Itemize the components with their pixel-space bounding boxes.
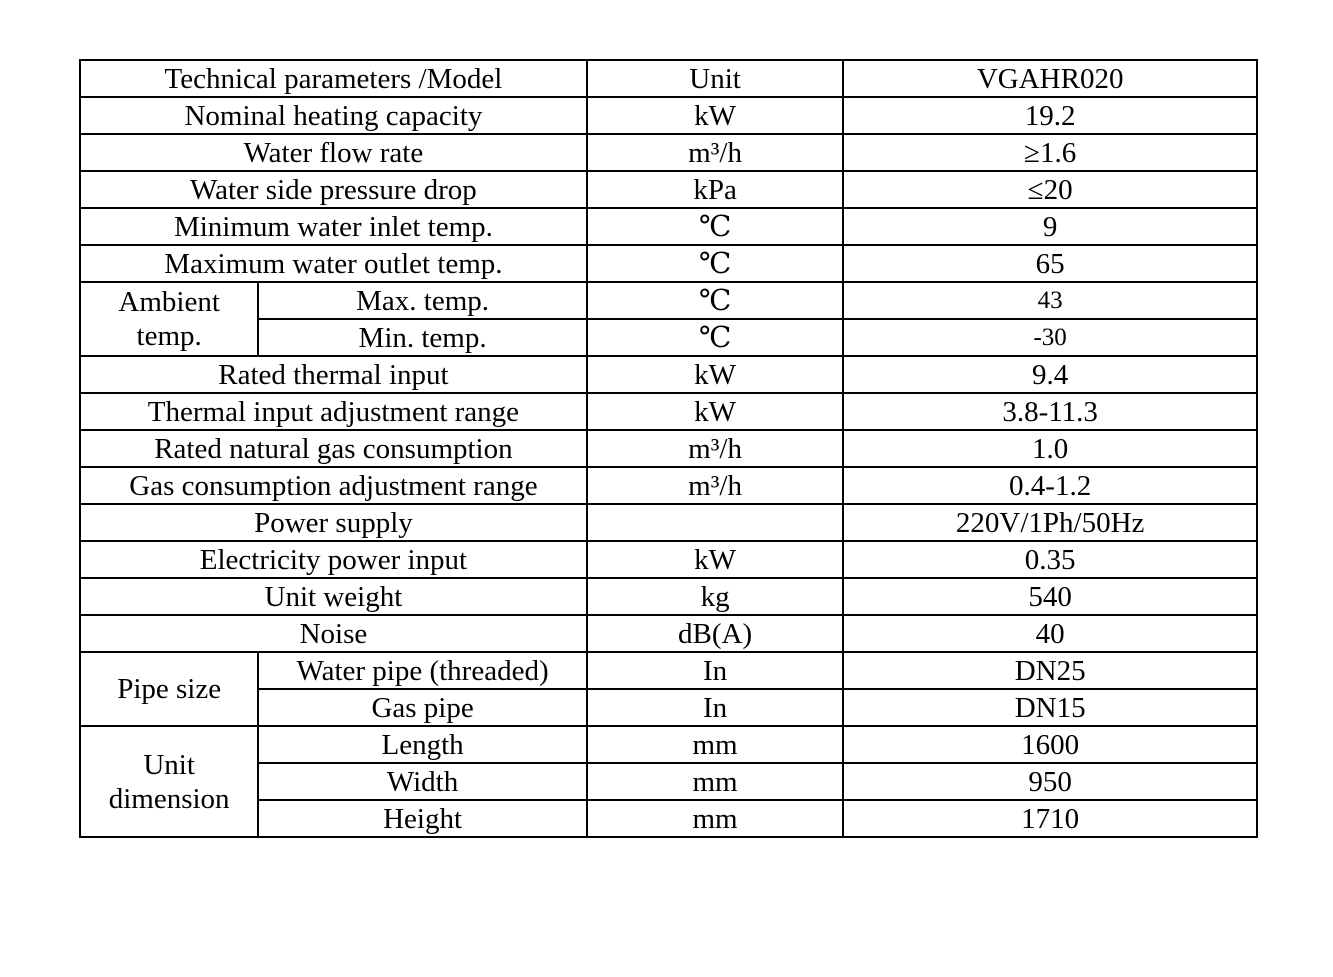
row-unit: mm xyxy=(587,800,843,837)
row-unit: ℃ xyxy=(587,245,843,282)
row-value: -30 xyxy=(843,319,1257,356)
row-value: 19.2 xyxy=(843,97,1257,134)
row-unit: mm xyxy=(587,726,843,763)
table-row xyxy=(80,208,1257,245)
row-sublabel: Length xyxy=(258,726,587,763)
row-value: 65 xyxy=(843,245,1257,282)
row-value: 9 xyxy=(843,208,1257,245)
row-value: DN25 xyxy=(843,652,1257,689)
row-value: 540 xyxy=(843,578,1257,615)
table-row xyxy=(80,393,1257,430)
header-parameter: Technical parameters /Model xyxy=(80,60,587,97)
row-value: 40 xyxy=(843,615,1257,652)
table-row xyxy=(80,578,1257,615)
row-label: Power supply xyxy=(80,504,587,541)
row-label: Electricity power input xyxy=(80,541,587,578)
row-value: 43 xyxy=(843,282,1257,319)
row-sublabel: Gas pipe xyxy=(258,689,587,726)
row-unit: dB(A) xyxy=(587,615,843,652)
row-label: Gas consumption adjustment range xyxy=(80,467,587,504)
row-unit: kg xyxy=(587,578,843,615)
table-row xyxy=(80,541,1257,578)
table-row xyxy=(80,97,1257,134)
row-value: 9.4 xyxy=(843,356,1257,393)
table-row xyxy=(80,615,1257,652)
row-value: 1.0 xyxy=(843,430,1257,467)
group-label-ambient-temp: Ambient temp. xyxy=(80,282,258,356)
row-value: 1600 xyxy=(843,726,1257,763)
row-unit: kW xyxy=(587,97,843,134)
row-label: Maximum water outlet temp. xyxy=(80,245,587,282)
row-label: Rated natural gas consumption xyxy=(80,430,587,467)
row-unit: kW xyxy=(587,541,843,578)
table-row xyxy=(80,245,1257,282)
row-unit: kPa xyxy=(587,171,843,208)
row-unit: mm xyxy=(587,763,843,800)
row-label: Noise xyxy=(80,615,587,652)
row-label: Unit weight xyxy=(80,578,587,615)
row-value: ≥1.6 xyxy=(843,134,1257,171)
row-label: Water flow rate xyxy=(80,134,587,171)
table-row xyxy=(80,134,1257,171)
row-label: Nominal heating capacity xyxy=(80,97,587,134)
row-unit: m³/h xyxy=(587,467,843,504)
row-sublabel: Water pipe (threaded) xyxy=(258,652,587,689)
table-row xyxy=(80,282,1257,319)
row-unit: In xyxy=(587,652,843,689)
row-unit: ℃ xyxy=(587,282,843,319)
row-value: 0.35 xyxy=(843,541,1257,578)
row-unit: m³/h xyxy=(587,134,843,171)
row-value: 0.4-1.2 xyxy=(843,467,1257,504)
row-unit: m³/h xyxy=(587,430,843,467)
row-sublabel: Max. temp. xyxy=(258,282,587,319)
row-label: Minimum water inlet temp. xyxy=(80,208,587,245)
table-row xyxy=(80,652,1257,689)
technical-parameters-table xyxy=(79,59,1258,838)
group-label-pipe-size: Pipe size xyxy=(80,652,258,726)
header-row xyxy=(80,60,1257,97)
row-sublabel: Width xyxy=(258,763,587,800)
row-label: Thermal input adjustment range xyxy=(80,393,587,430)
row-value: 950 xyxy=(843,763,1257,800)
row-sublabel: Min. temp. xyxy=(258,319,587,356)
row-value: ≤20 xyxy=(843,171,1257,208)
row-unit: ℃ xyxy=(587,208,843,245)
table-row xyxy=(80,726,1257,763)
table-row xyxy=(80,171,1257,208)
row-value: 220V/1Ph/50Hz xyxy=(843,504,1257,541)
row-sublabel: Height xyxy=(258,800,587,837)
table-row xyxy=(80,504,1257,541)
row-unit xyxy=(587,504,843,541)
row-value: 3.8-11.3 xyxy=(843,393,1257,430)
row-unit: ℃ xyxy=(587,319,843,356)
header-unit: Unit xyxy=(587,60,843,97)
table-row xyxy=(80,356,1257,393)
group-label-unit-dimension: Unit dimension xyxy=(80,726,258,837)
table-row xyxy=(80,467,1257,504)
row-label: Rated thermal input xyxy=(80,356,587,393)
row-value: DN15 xyxy=(843,689,1257,726)
row-unit: In xyxy=(587,689,843,726)
row-value: 1710 xyxy=(843,800,1257,837)
row-unit: kW xyxy=(587,393,843,430)
row-label: Water side pressure drop xyxy=(80,171,587,208)
row-unit: kW xyxy=(587,356,843,393)
header-model: VGAHR020 xyxy=(843,60,1257,97)
table-row xyxy=(80,430,1257,467)
